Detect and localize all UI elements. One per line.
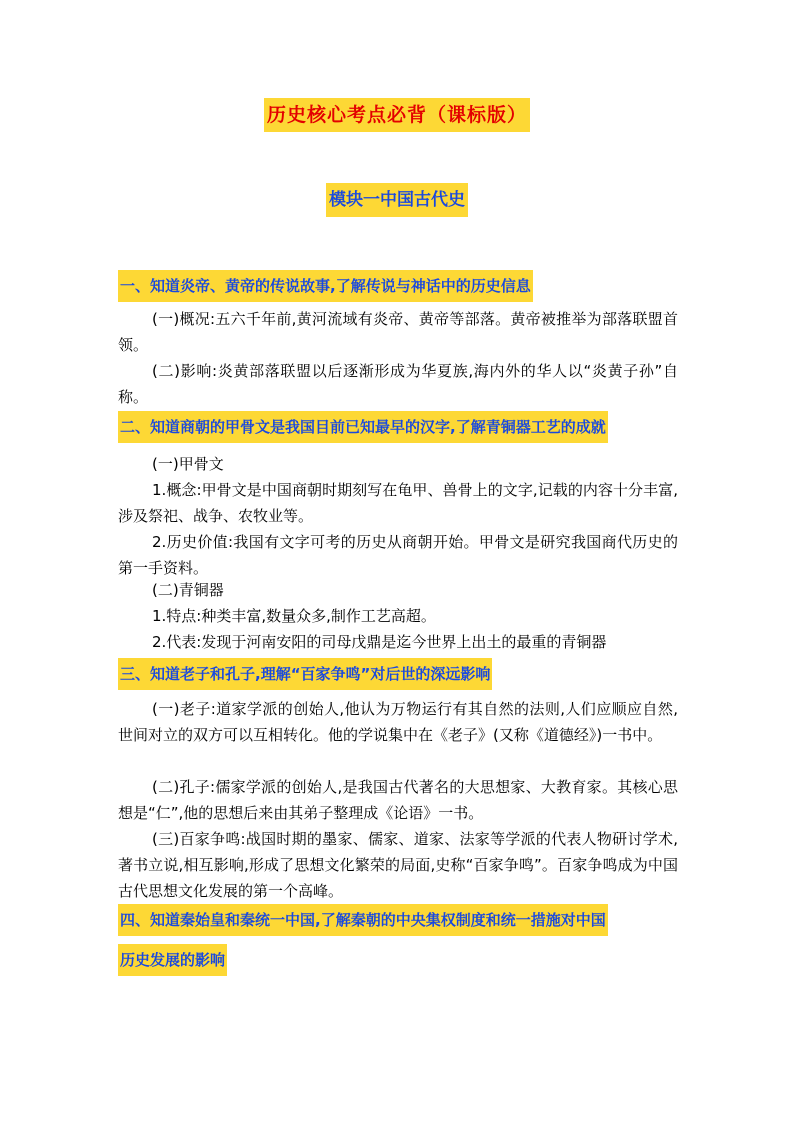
module-title: 模块一中国古代史 bbox=[0, 183, 794, 217]
section-1-paragraph-1: (一)概况:五六千年前,黄河流域有炎帝、黄帝等部落。黄帝被推举为部落联盟首领。 bbox=[118, 310, 678, 354]
document-title: 历史核心考点必背（课标版） bbox=[0, 98, 794, 132]
section-3-paragraph-1: (一)老子:道家学派的创始人,他认为万物运行有其自然的法则,人们应顺应自然,世间对立的双方可以互相转化。他的学说集中在《老子》(又称《道德经》)一书中。 bbox=[118, 700, 678, 744]
section-heading-4-line-2: 历史发展的影响 bbox=[118, 944, 227, 976]
section-2-paragraph-4: (二)青铜器 bbox=[152, 581, 224, 599]
section-2-paragraph-2: 1.概念:甲骨文是中国商朝时期刻写在龟甲、兽骨上的文字,记载的内容十分丰富,涉及祭祀、战争、农牧业等。 bbox=[118, 481, 678, 525]
section-1-paragraph-2: (二)影响:炎黄部落联盟以后逐渐形成为华夏族,海内外的华人以“炎黄子孙”自称。 bbox=[118, 362, 678, 406]
section-heading-3: 三、知道老子和孔子,理解“百家争鸣”对后世的深远影响 bbox=[118, 658, 492, 690]
section-3-paragraph-3: (三)百家争鸣:战国时期的墨家、儒家、道家、法家等学派的代表人物研讨学术,著书立说,相互影响,形成了思想文化繁荣的局面,史称“百家争鸣”。百家争鸣成为中国古代思想文化发展的第一个高峰。 bbox=[118, 830, 678, 900]
section-2-paragraph-5: 1.特点:种类丰富,数量众多,制作工艺高超。 bbox=[152, 607, 436, 625]
section-2-paragraph-3: 2.历史价值:我国有文字可考的历史从商朝开始。甲骨文是研究我国商代历史的第一手资料。 bbox=[118, 533, 678, 577]
section-2-paragraph-6: 2.代表:发现于河南安阳的司母戊鼎是迄今世界上出土的最重的青铜器 bbox=[152, 633, 607, 651]
section-heading-1: 一、知道炎帝、黄帝的传说故事,了解传说与神话中的历史信息 bbox=[118, 270, 533, 302]
section-heading-2: 二、知道商朝的甲骨文是我国目前已知最早的汉字,了解青铜器工艺的成就 bbox=[118, 411, 608, 443]
section-heading-4-line-1: 四、知道秦始皇和秦统一中国,了解秦朝的中央集权制度和统一措施对中国 bbox=[118, 904, 608, 936]
section-2-paragraph-1: (一)甲骨文 bbox=[152, 455, 224, 473]
section-3-paragraph-2: (二)孔子:儒家学派的创始人,是我国古代著名的大思想家、大教育家。其核心思想是“仁”,他的思想后来由其弟子整理成《论语》一书。 bbox=[118, 778, 678, 822]
